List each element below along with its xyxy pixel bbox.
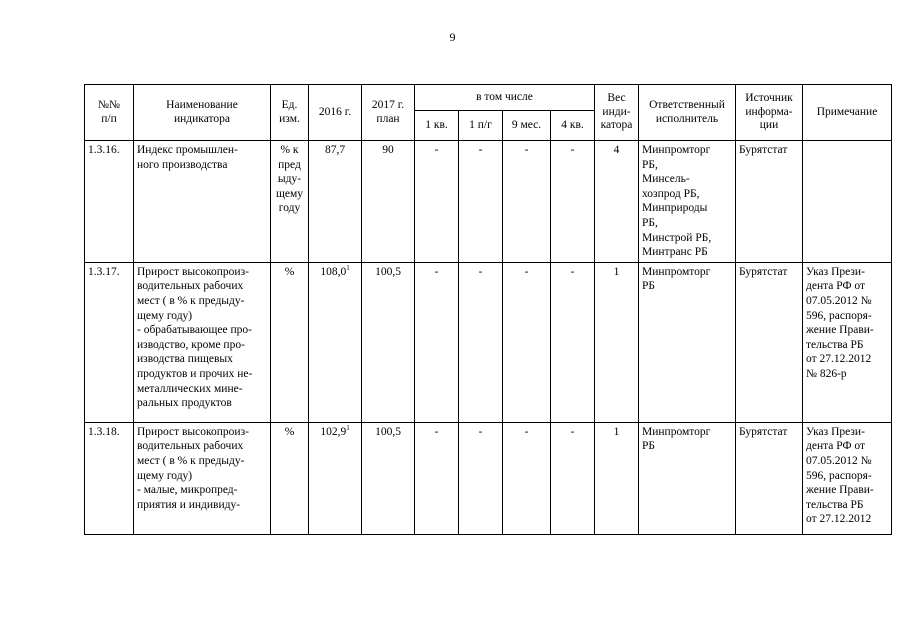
cell-h1: - xyxy=(459,141,503,263)
cell-note xyxy=(803,141,892,263)
cell-2016 xyxy=(309,262,362,422)
cell-responsible: Минпромторг РБ xyxy=(639,422,736,534)
table-row xyxy=(85,262,892,422)
header-weight: Вес инди- катора xyxy=(595,85,639,141)
cell-plan: 100,5 xyxy=(362,262,415,422)
cell-q4: - xyxy=(551,141,595,263)
cell-unit: % к пред ыду- щему году xyxy=(271,141,309,263)
cell-q1: - xyxy=(415,262,459,422)
value-2016: 102,9 xyxy=(320,425,347,438)
cell-source: Бурятстат xyxy=(736,141,803,263)
cell-note: Указ Прези- дента РФ от 07.05.2012 № 596, распоря- жение Прави- тельства РБ от 27.12.2012 xyxy=(803,422,892,534)
indicators-table xyxy=(84,84,892,535)
header-h1: 1 п/г xyxy=(459,111,503,141)
value-2016: 108,0 xyxy=(320,265,347,278)
cell-weight: 1 xyxy=(595,262,639,422)
cell-name: Индекс промышлен- ного производства xyxy=(134,141,271,263)
cell-responsible: Минпромторг РБ xyxy=(639,262,736,422)
cell-h1: - xyxy=(459,422,503,534)
cell-num: 1.3.17. xyxy=(85,262,134,422)
cell-h1: - xyxy=(459,262,503,422)
cell-q1: - xyxy=(415,141,459,263)
footnote-mark: 1 xyxy=(346,263,350,272)
header-responsible: Ответственный исполнитель xyxy=(639,85,736,141)
cell-q1: - xyxy=(415,422,459,534)
cell-plan: 100,5 xyxy=(362,422,415,534)
cell-q4: - xyxy=(551,422,595,534)
cell-weight: 4 xyxy=(595,141,639,263)
header-num: №№ п/п xyxy=(85,85,134,141)
table-row xyxy=(85,422,892,534)
cell-q4: - xyxy=(551,262,595,422)
cell-source: Бурятстат xyxy=(736,262,803,422)
value-2016: 87,7 xyxy=(324,144,346,156)
page-number: 9 xyxy=(449,30,456,44)
header-including: в том числе xyxy=(415,85,595,111)
cell-responsible: Минпромторг РБ, Минсель- хозпрод РБ, Минприроды РБ, Минстрой РБ, Минтранс РБ xyxy=(639,141,736,263)
cell-9m: - xyxy=(503,141,551,263)
cell-2016 xyxy=(309,422,362,534)
footnote-mark: 1 xyxy=(346,423,350,432)
cell-source: Бурятстат xyxy=(736,422,803,534)
header-name: Наименование индикатора xyxy=(134,85,271,141)
cell-2016 xyxy=(309,141,362,263)
header-unit: Ед. изм. xyxy=(271,85,309,141)
header-q1: 1 кв. xyxy=(415,111,459,141)
cell-unit: % xyxy=(271,422,309,534)
header-9m: 9 мес. xyxy=(503,111,551,141)
header-2016: 2016 г. xyxy=(309,85,362,141)
header-q4: 4 кв. xyxy=(551,111,595,141)
cell-9m: - xyxy=(503,262,551,422)
header-note: Примечание xyxy=(803,85,892,141)
cell-plan: 90 xyxy=(362,141,415,263)
cell-num: 1.3.16. xyxy=(85,141,134,263)
header-source: Источник информа- ции xyxy=(736,85,803,141)
cell-9m: - xyxy=(503,422,551,534)
table-row xyxy=(85,141,892,263)
header-plan-2017: 2017 г. план xyxy=(362,85,415,141)
cell-name: Прирост высокопроиз- водительных рабочих мест ( в % к предыду- щему году) - обрабатывающее про- изводство, кроме про- изводства пищевых продуктов и прочих не- металлических мине- ральных продуктов xyxy=(134,262,271,422)
cell-name: Прирост высокопроиз- водительных рабочих мест ( в % к предыду- щему году) - малые, микропред- приятия и индивиду- xyxy=(134,422,271,534)
cell-num: 1.3.18. xyxy=(85,422,134,534)
cell-weight: 1 xyxy=(595,422,639,534)
cell-unit: % xyxy=(271,262,309,422)
cell-note: Указ Прези- дента РФ от 07.05.2012 № 596, распоря- жение Прави- тельства РБ от 27.12.2012 № 826-р xyxy=(803,262,892,422)
